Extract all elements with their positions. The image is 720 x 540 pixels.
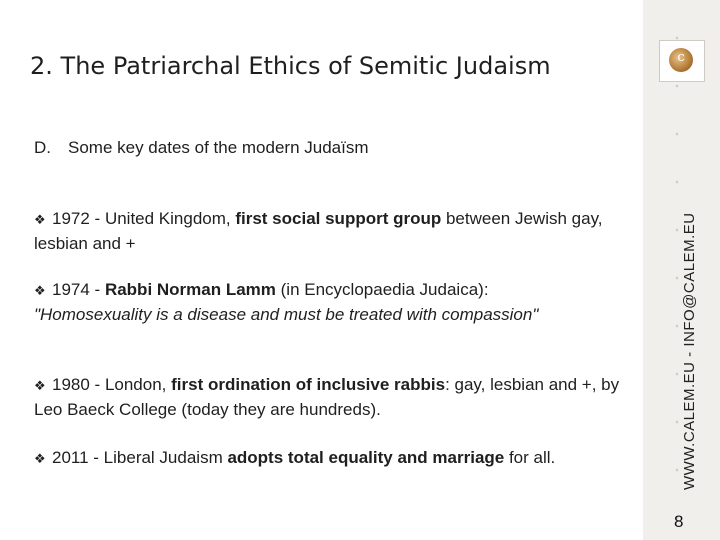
item-separator: - <box>88 448 104 467</box>
sidebar-contact-text: WWW.CALEM.EU - INFO@CALEM.EU <box>681 212 698 490</box>
item-quote: "Homosexuality is a disease and must be treated with compassion" <box>34 305 539 324</box>
item-text: for all. <box>504 448 556 467</box>
item-emphasis: adopts total equality and marriage <box>227 448 505 467</box>
diamond-bullet-icon: ❖ <box>34 283 46 298</box>
item-year: 1972 <box>52 209 90 228</box>
item-emphasis: Rabbi Norman Lamm <box>104 280 276 299</box>
calem-logo <box>659 40 705 82</box>
logo-emblem-icon <box>669 48 693 72</box>
page-number: 8 <box>674 512 684 531</box>
diamond-bullet-icon: ❖ <box>34 378 46 393</box>
list-item <box>34 446 634 471</box>
item-text: Liberal Judaism <box>103 448 228 467</box>
list-item <box>34 207 634 256</box>
subheading-text: Some key dates of the modern Judaïsm <box>68 138 369 157</box>
diamond-bullet-icon: ❖ <box>34 212 46 227</box>
slide-title <box>30 52 551 80</box>
item-text: (in Encyclopaedia Judaica): <box>275 280 489 299</box>
item-text: between Jewish gay, lesbian and + <box>34 209 603 253</box>
item-separator: - <box>89 209 105 228</box>
item-separator: - <box>89 375 105 394</box>
item-text: United Kingdom, <box>104 209 236 228</box>
diamond-bullet-icon: ❖ <box>34 451 46 466</box>
item-separator: - <box>89 280 105 299</box>
item-text: London, <box>104 375 172 394</box>
item-text: : gay, lesbian and +, by Leo Baeck College (today they are hundreds). <box>34 375 620 419</box>
item-emphasis: first social support group <box>235 209 442 228</box>
logo-letter: c <box>677 50 685 65</box>
item-year: 2011 <box>52 448 89 467</box>
title-number: 2. <box>30 52 53 80</box>
subheading-letter: D. <box>34 138 51 157</box>
list-item <box>34 373 634 422</box>
list-item <box>34 278 634 327</box>
item-emphasis: first ordination of inclusive rabbis <box>171 375 446 394</box>
section-subheading <box>34 138 369 158</box>
title-text: The Patriarchal Ethics of Semitic Judaism <box>60 52 551 80</box>
item-year: 1974 <box>52 280 90 299</box>
item-year: 1980 <box>52 375 90 394</box>
